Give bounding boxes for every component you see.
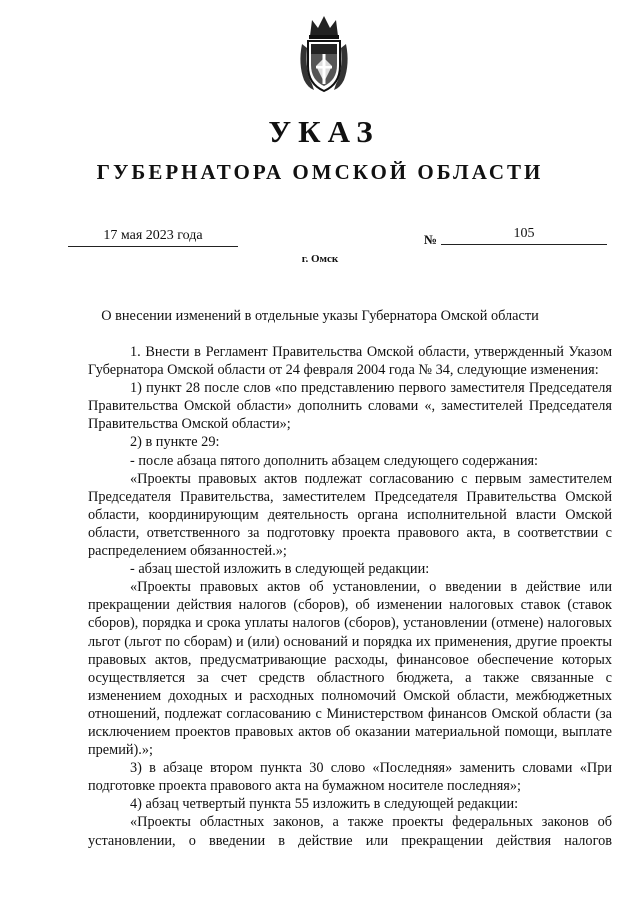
body-paragraph: 2) в пункте 29: xyxy=(130,434,220,451)
body-paragraph: - абзац шестой изложить в следующей редакции: xyxy=(130,561,430,578)
document-date: 17 мая 2023 года xyxy=(68,228,238,247)
document-subject: О внесении изменений в отдельные указы Губернатора Омской области xyxy=(101,308,539,324)
body-paragraph: 1. Внести в Регламент Правительства Омской области, утвержденный Указом Губернатора Омской области от 24 февраля 2004 года № 34, следующие изменения: xyxy=(88,344,612,379)
number-sign: № xyxy=(424,232,438,247)
body-paragraph: 4) абзац четвертый пункта 55 изложить в следующей редакции: xyxy=(130,796,519,813)
body-paragraph: 1) пункт 28 после слов «по представлению первого заместителя Председателя Правительства Омской области» дополнить словами «, заместителей Председателя Правительства Омской области»; xyxy=(88,380,612,433)
document-city: г. Омск xyxy=(301,253,339,265)
document-subtitle: ГУБЕРНАТОРА ОМСКОЙ ОБЛАСТИ xyxy=(96,160,544,184)
body-paragraph: - после абзаца пятого дополнить абзацем следующего содержания: xyxy=(130,452,539,469)
body-paragraph: «Проекты правовых актов об установлении, о введении в действие или прекращении действия налогов (сборов), об изменении налоговых ставок (ставок сборов), порядка и срока уплаты налогов (сборов), установлении (отмене) налоговых льгот (льгот по сборам) и (или) оснований и порядка их применения, другие проекты правовых актов, предусматривающие расходы, финансовое обеспечение которых осуществляется за счет средств областного бюджета, а также связанные с изменением доходных и расходных полномочий Омской области, межбюджетных отношений, подлежат согласованию с Министерством финансов Омской области (за исключением проектов правовых актов об оказании материальной помощи, выплате премий).»; xyxy=(88,579,612,759)
body-paragraph: «Проекты правовых актов подлежат согласованию с первым заместителем Председателя Правительства, заместителем Председателя Правительства Омской области, координирующим деятельность органа исполнительной власти Омской области, ответственного за подготовку проекта правового акта, в соответствии с распределением обязанностей.»; xyxy=(88,470,612,560)
body-paragraph: 3) в абзаце втором пункта 30 слово «Последняя» заменить словами «При подготовке проекта правового акта на бумажном носителе последняя»; xyxy=(88,760,612,795)
document-title: УКАЗ xyxy=(268,114,380,149)
body-paragraph: «Проекты областных законов, а также проекты федеральных законов об установлении, о введении в действие или прекращении действия налогов xyxy=(88,814,612,849)
document-body xyxy=(88,343,612,850)
document-number: 105 xyxy=(441,226,607,245)
coat-of-arms-icon xyxy=(296,14,352,94)
